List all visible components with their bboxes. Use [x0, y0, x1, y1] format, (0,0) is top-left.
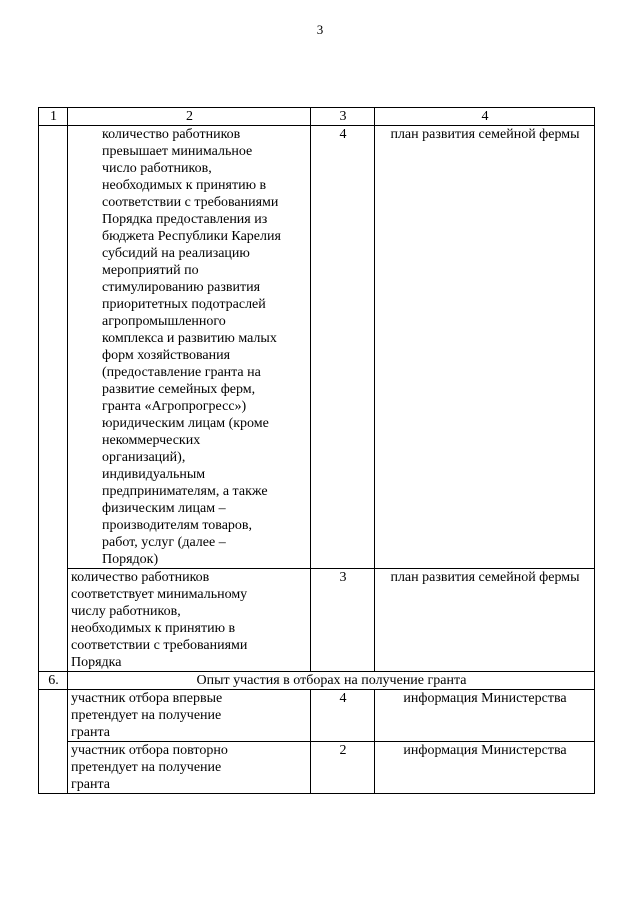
- row-number-cell: [39, 126, 68, 672]
- criterion-cell: [68, 690, 311, 742]
- criterion-line: превышает минимальное: [102, 144, 253, 159]
- row-number-cell: [39, 690, 68, 794]
- criterion-line: агропромышленного: [102, 314, 226, 329]
- criterion-line: соответствии с требованиями: [71, 638, 248, 653]
- section-number-cell: 6.: [39, 672, 68, 690]
- criterion-line: индивидуальным: [102, 467, 206, 482]
- criterion-cell: [68, 569, 311, 672]
- criterion-line: участник отбора впервые: [71, 691, 223, 706]
- criterion-line: юридическим лицам (кроме: [102, 416, 269, 431]
- header-cell-4: 4: [375, 108, 595, 126]
- criterion-line: форм хозяйствования: [102, 348, 231, 363]
- table-row: [39, 126, 595, 569]
- criterion-line: гранта «Агропрогресс»): [102, 399, 247, 414]
- criterion-line: физическим лицам –: [102, 501, 226, 516]
- score-cell: 4: [311, 690, 375, 742]
- score-cell: 2: [311, 742, 375, 794]
- criterion-line: претендует на получение: [71, 708, 222, 723]
- criterion-line: гранта: [71, 777, 110, 792]
- criterion-line: приоритетных подотраслей: [102, 297, 266, 312]
- header-cell-3: 3: [311, 108, 375, 126]
- criterion-line: (предоставление гранта на: [102, 365, 261, 380]
- header-cell-1: 1: [39, 108, 68, 126]
- criterion-line: количество работников: [102, 127, 241, 142]
- source-cell: план развития семейной фермы: [375, 126, 595, 569]
- criterion-line: гранта: [71, 725, 110, 740]
- criterion-line: претендует на получение: [71, 760, 222, 775]
- criterion-line: необходимых к принятию в: [71, 621, 236, 636]
- criterion-line: комплекса и развитию малых: [102, 331, 277, 346]
- source-cell: информация Министерства: [375, 690, 595, 742]
- criteria-table: [38, 107, 595, 794]
- criterion-line: развитие семейных ферм,: [102, 382, 256, 397]
- criterion-line: Порядок): [102, 552, 159, 567]
- criterion-cell: [68, 126, 311, 569]
- criterion-line: мероприятий по: [102, 263, 199, 278]
- criterion-line: субсидий на реализацию: [102, 246, 250, 261]
- criterion-cell: [68, 742, 311, 794]
- criterion-line: участник отбора повторно: [71, 743, 228, 758]
- criterion-line: производителям товаров,: [102, 518, 253, 533]
- page-number: 3: [316, 22, 324, 37]
- criterion-line: Порядка предоставления из: [102, 212, 268, 227]
- source-cell: информация Министерства: [375, 742, 595, 794]
- criterion-line: Порядка: [71, 655, 122, 670]
- criterion-line: количество работников: [71, 570, 210, 585]
- table-row: [39, 690, 595, 742]
- table-row: [39, 742, 595, 794]
- header-cell-2: 2: [68, 108, 311, 126]
- source-cell: план развития семейной фермы: [375, 569, 595, 672]
- header-row: [39, 108, 595, 126]
- table-row: [39, 569, 595, 672]
- section-title-cell: Опыт участия в отборах на получение гранта: [68, 672, 595, 690]
- criterion-line: числу работников,: [71, 604, 181, 619]
- criterion-line: организаций),: [102, 450, 186, 465]
- score-cell: 4: [311, 126, 375, 569]
- criterion-line: работ, услуг (далее –: [102, 535, 226, 550]
- section-header-row: [39, 672, 595, 690]
- criterion-line: соответствии с требованиями: [102, 195, 279, 210]
- criterion-line: стимулированию развития: [102, 280, 261, 295]
- criterion-line: предпринимателям, а также: [102, 484, 268, 499]
- criterion-line: бюджета Республики Карелия: [102, 229, 281, 244]
- criterion-line: число работников,: [102, 161, 212, 176]
- score-cell: 3: [311, 569, 375, 672]
- criterion-line: соответствует минимальному: [71, 587, 248, 602]
- criterion-line: некоммерческих: [102, 433, 201, 448]
- criterion-line: необходимых к принятию в: [102, 178, 267, 193]
